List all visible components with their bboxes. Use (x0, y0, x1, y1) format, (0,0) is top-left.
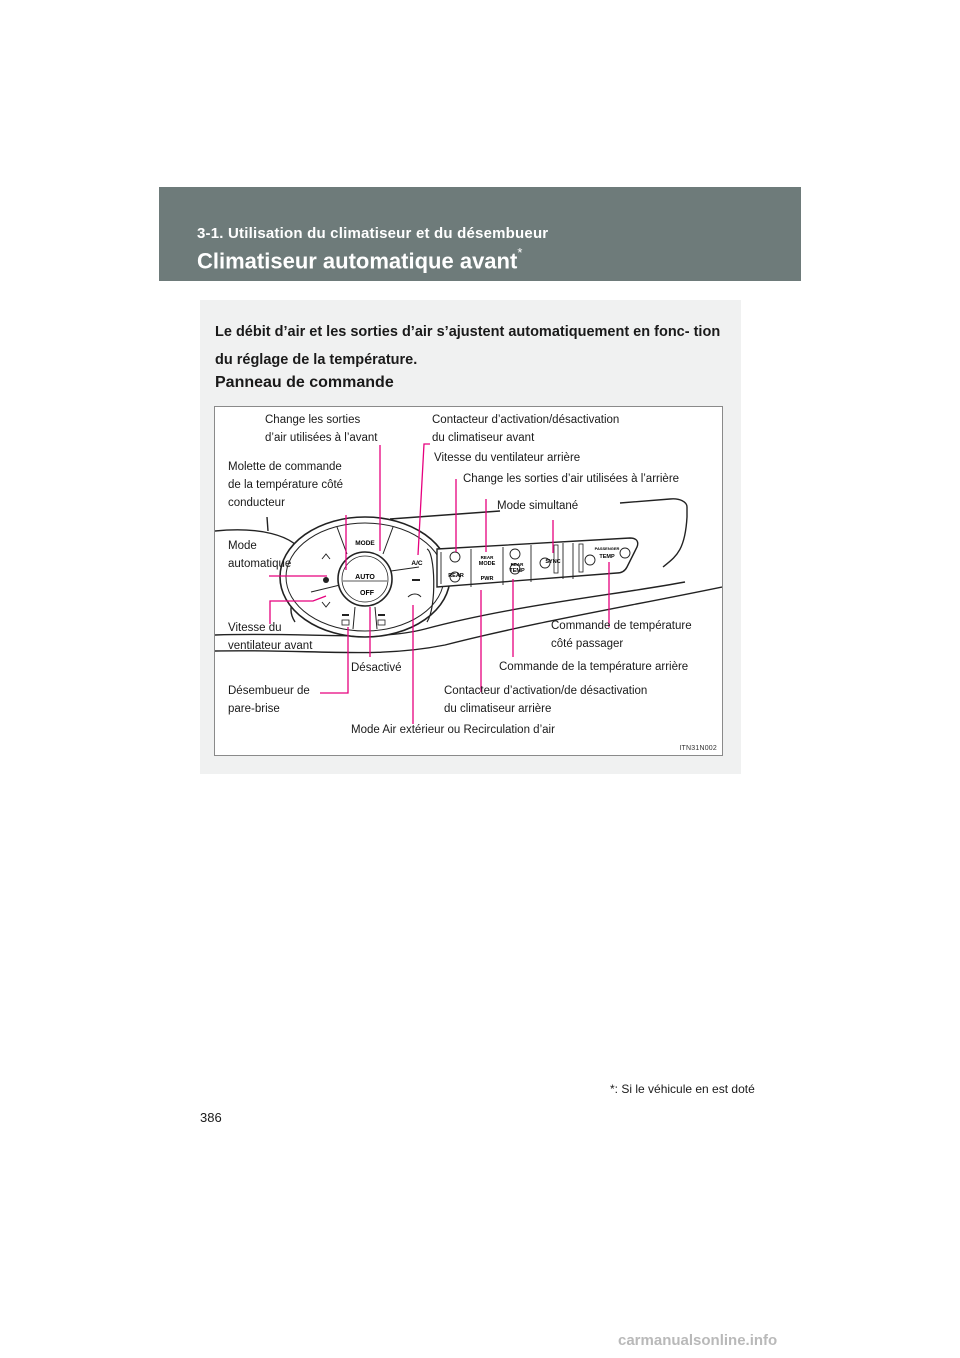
callout-rear-fan: Vitesse du ventilateur arrière (434, 452, 581, 464)
rear-button-label: REAR (448, 573, 464, 579)
passenger-small-label: PASSENGER (594, 546, 620, 551)
rear-temp-small-label: REAR (510, 562, 524, 567)
footnote-text: : Si le véhicule en est doté (614, 1082, 755, 1096)
title-asterisk: * (517, 245, 523, 260)
rear-defog-icon (378, 614, 385, 616)
figure-code: ITN31N002 (679, 745, 717, 752)
callout-rear-ac: Contacteur d’activation/de désactivation du climatiseur arrière (444, 685, 648, 715)
auto-button-label: AUTO (355, 574, 375, 581)
pwr-button-label: PWR (480, 576, 494, 582)
callout-rear-outlets: Change les sorties d’air utilisées à l’arrière (463, 473, 680, 485)
callout-off: Désactivé (351, 662, 402, 674)
fan-icon (323, 577, 329, 583)
rear-mode-button-label: MODE (478, 561, 496, 567)
callout-rear-temp: Commande de la température arrière (499, 661, 689, 673)
mode-button-label: MODE (355, 540, 375, 547)
ac-button-label: A/C (411, 560, 423, 567)
callout-passenger-temp: Commande de température côté passager (551, 620, 692, 650)
sync-button-label: SYNC (545, 559, 561, 565)
rear-mode-small-label: REAR (480, 555, 494, 560)
page-title (197, 245, 523, 274)
callout-sync: Mode simultané (497, 500, 579, 512)
callout-windshield: Désembueur de pare-brise (228, 685, 310, 715)
page-title-text: Climatiseur automatique avant (197, 248, 518, 274)
callout-front-outlets: Change les sorties d’air utilisées à l’avant (265, 414, 378, 444)
intro-paragraph: Le débit d’air et les sorties d’air s’ajustent automatiquement en fonc- tion du réglage de la température. (215, 324, 721, 368)
callout-front-ac: Contacteur d’activation/désactivation du climatiseur avant (432, 414, 620, 444)
page-number: 386 (200, 1110, 222, 1125)
footnote-asterisk: * (610, 1082, 615, 1096)
passenger-temp-button-label: TEMP (599, 554, 615, 560)
callout-recirculation: Mode Air extérieur ou Recirculation d’air (351, 724, 555, 736)
rear-temp-button-label: TEMP (509, 568, 525, 574)
windshield-defog-icon (342, 614, 349, 616)
content-box (200, 300, 741, 774)
callout-auto: Mode automatique (228, 540, 292, 570)
watermark: carmanualsonline.info (618, 1332, 778, 1349)
callout-driver-temp: Molette de commande de la température côté conducteur (228, 461, 344, 509)
control-panel-figure (214, 406, 723, 756)
callout-front-fan: Vitesse du ventilateur avant (228, 622, 313, 652)
off-button-label: OFF (360, 590, 374, 597)
control-panel-heading: Panneau de commande (215, 374, 394, 391)
section-header-band (159, 187, 801, 281)
section-title: 3-1. Utilisation du climatiseur et du désembueur (197, 225, 549, 242)
footnote (610, 1082, 755, 1096)
